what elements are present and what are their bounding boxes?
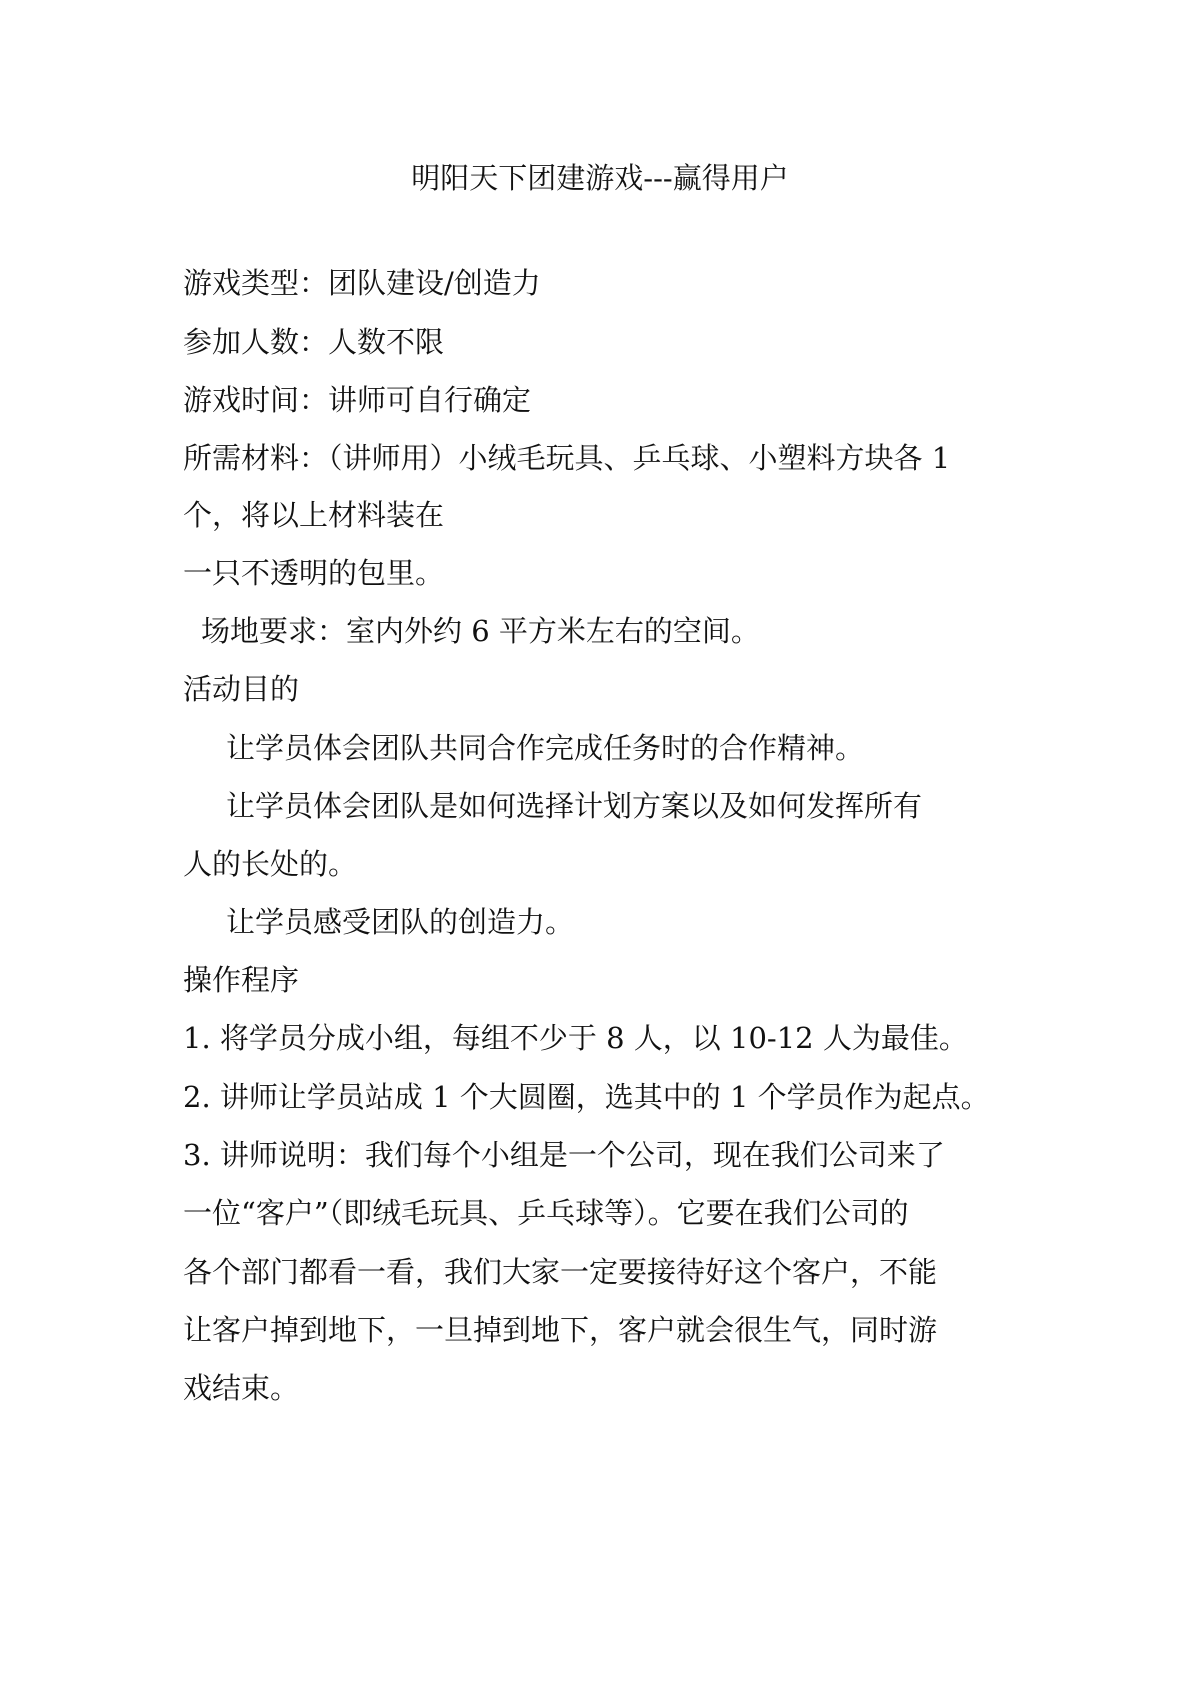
game-type-line: 游戏类型：团队建设/创造力 bbox=[183, 266, 541, 300]
venue-line: 场地要求：室内外约 6 平方米左右的空间。 bbox=[201, 614, 760, 648]
duration-line: 游戏时间：讲师可自行确定 bbox=[183, 383, 532, 417]
procedure-step-1: 1. 将学员分成小组，每组不少于 8 人，以 10-12 人为最佳。 bbox=[183, 1021, 968, 1055]
purpose-item-1: 让学员体会团队共同合作完成任务时的合作精神。 bbox=[226, 731, 865, 765]
purpose-item-2-line-1: 让学员体会团队是如何选择计划方案以及如何发挥所有 bbox=[226, 789, 923, 823]
procedure-step-3-line-4: 让客户掉到地下，一旦掉到地下，客户就会很生气，同时游 bbox=[183, 1313, 938, 1347]
procedure-step-3-line-3: 各个部门都看一看，我们大家一定要接待好这个客户，不能 bbox=[183, 1255, 938, 1289]
procedure-heading: 操作程序 bbox=[183, 963, 300, 997]
materials-line-3: 一只不透明的包里。 bbox=[183, 556, 445, 590]
procedure-step-3-line-1: 3. 讲师说明：我们每个小组是一个公司，现在我们公司来了 bbox=[183, 1138, 945, 1172]
purpose-item-2-line-2: 人的长处的。 bbox=[183, 847, 358, 881]
procedure-step-3-line-5: 戏结束。 bbox=[183, 1371, 300, 1405]
purpose-item-3: 让学员感受团队的创造力。 bbox=[226, 905, 575, 939]
participants-line: 参加人数：人数不限 bbox=[183, 325, 445, 359]
materials-line-1: 所需材料：（讲师用）小绒毛玩具、乒乓球、小塑料方块各 1 bbox=[183, 441, 951, 475]
procedure-step-3-line-2: 一位“客户”（即绒毛玩具、乒乓球等）。它要在我们公司的 bbox=[183, 1196, 909, 1230]
purpose-heading: 活动目的 bbox=[183, 672, 300, 706]
materials-line-2: 个，将以上材料装在 bbox=[183, 498, 445, 532]
procedure-step-2: 2. 讲师让学员站成 1 个大圆圈，选其中的 1 个学员作为起点。 bbox=[183, 1080, 990, 1114]
document-title: 明阳天下团建游戏---赢得用户 bbox=[411, 161, 789, 195]
